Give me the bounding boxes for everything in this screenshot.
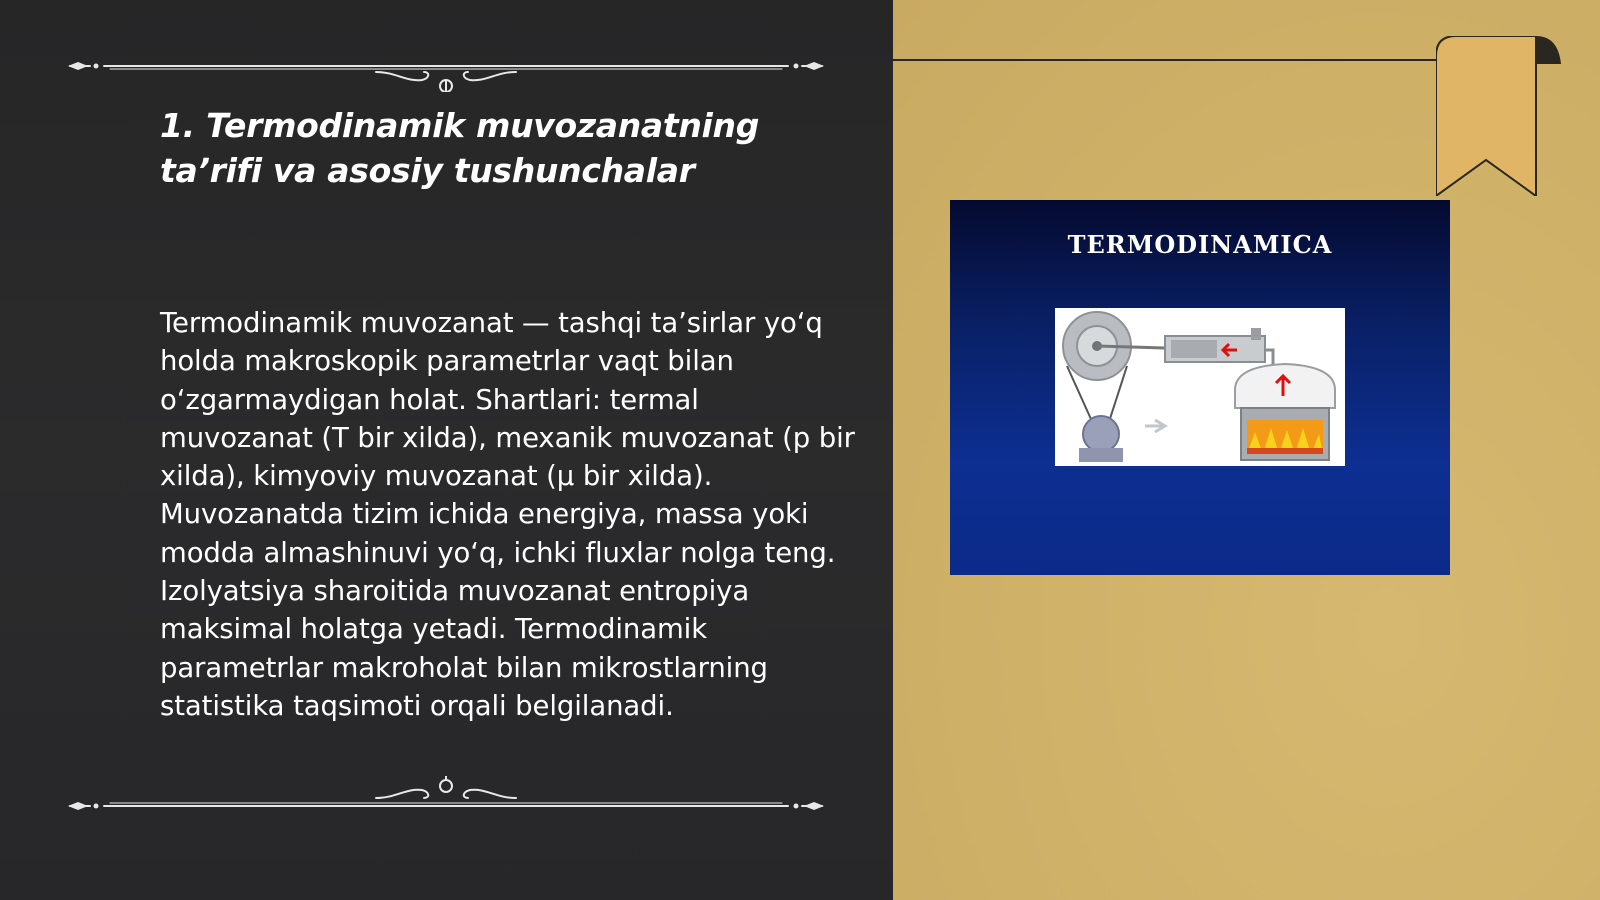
picture-caption: TERMODINAMICA	[1067, 230, 1333, 259]
slide-title: 1. Termodinamik muvozanatning ta’rifi va asosiy tushunchalar	[160, 106, 760, 190]
slide-body-text: Termodinamik muvozanat — tashqi ta’sirlar yo‘q holda makroskopik parametrlar vaqt bilan o‘zgarmaydigan holat. Shartlari: termal muvozanat (T bir xilda), mexanik muvozanat (p bir xilda), kimyoviy muvozanat (μ bir xilda). Muvozanatda tizim ichida energiya, massa yoki modda almashinuvi yo‘q, ichki fluxlar nolga teng. Izolyatsiya sharoitida muvozanat entropiya maksimal holatga yetadi. Termodinamik parametrlar makroholat bilan mikrostlarning statistika taqsimoti orqali belgilanadi.	[160, 307, 855, 722]
top-ornament	[66, 42, 826, 92]
slide-picture	[950, 200, 1450, 575]
divider-line	[893, 59, 1438, 61]
bookmark-ribbon	[1436, 36, 1586, 196]
steam-engine-diagram	[1055, 308, 1345, 466]
bottom-ornament	[66, 776, 826, 826]
